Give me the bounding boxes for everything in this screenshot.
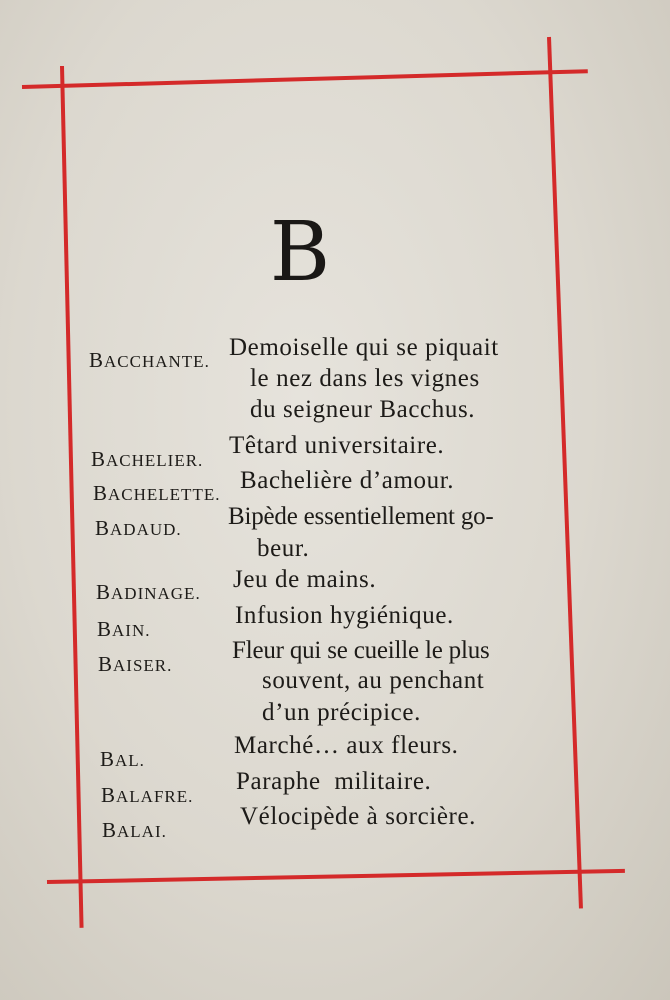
term-text: BACCHANTE.: [89, 348, 210, 372]
entry-definition-line: Vélocipède à sorcière.: [240, 803, 476, 830]
term-text: BALAFRE.: [101, 783, 194, 807]
term-text: BACHELETTE.: [93, 481, 221, 505]
entry-definition-line: beur.: [257, 535, 310, 562]
entry-term: [95, 516, 182, 541]
entry-definition-line: souvent, au penchant: [262, 667, 485, 694]
entry-definition-line: Bipède essentiellement go-: [228, 503, 494, 530]
entry-definition-line: Jeu de mains.: [233, 566, 377, 593]
entry-term: [101, 783, 193, 808]
term-text: BACHELIER.: [91, 447, 204, 471]
section-letter-heading: B: [269, 205, 331, 300]
term-text: BADAUD.: [95, 516, 182, 540]
frame-bottom-rule: [47, 869, 625, 884]
entry-definition-line: Infusion hygiénique.: [235, 602, 454, 629]
entry-term: [91, 447, 203, 472]
entry-term: [96, 580, 201, 605]
frame-left-rule: [60, 66, 84, 928]
entry-definition-line: Têtard universitaire.: [229, 432, 445, 459]
entry-term: [89, 348, 210, 373]
entry-term: [100, 747, 145, 772]
entry-definition-line: Bachelière d’amour.: [240, 467, 455, 494]
term-text: BADINAGE.: [96, 580, 201, 604]
entry-definition-line: Paraphe militaire.: [236, 768, 432, 795]
term-text: BALAI.: [102, 818, 167, 842]
frame-top-rule: [22, 69, 588, 89]
term-text: BAIN.: [97, 617, 151, 641]
entry-definition-line: Demoiselle qui se piquait: [229, 334, 499, 361]
entry-term: [93, 481, 220, 506]
entry-term: [102, 818, 167, 843]
term-text: BAL.: [100, 747, 145, 771]
entry-definition-line: Fleur qui se cueille le plus: [232, 637, 490, 664]
entry-definition-line: le nez dans les vignes: [250, 365, 480, 392]
entry-definition-line: Marché… aux fleurs.: [234, 732, 459, 759]
term-text: BAISER.: [98, 652, 173, 676]
entry-term: [98, 652, 172, 677]
entry-definition-line: du seigneur Bacchus.: [250, 396, 476, 423]
entry-definition-line: d’un précipice.: [262, 699, 421, 726]
entry-term: [97, 617, 150, 642]
frame-right-rule: [547, 37, 583, 909]
